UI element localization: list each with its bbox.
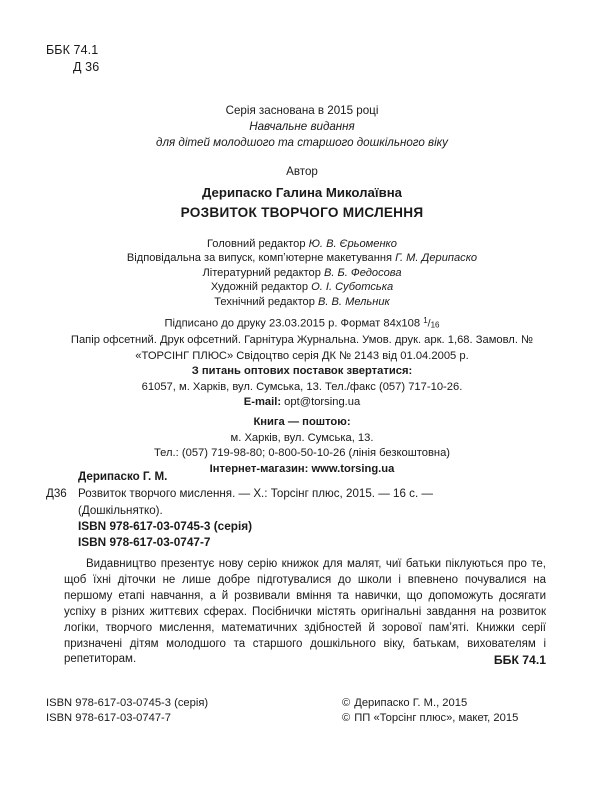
wholesale-heading: З питань оптових поставок звертатися: xyxy=(191,365,413,377)
isbn-list xyxy=(78,519,252,550)
copyright-publisher-line xyxy=(342,711,518,726)
biblio-author: Дерипаско Г. М. xyxy=(78,470,168,483)
staff-technical-editor xyxy=(0,295,604,309)
isbn-book: ISBN 978-617-03-0747-7 xyxy=(78,534,211,549)
staff-responsible xyxy=(0,251,604,265)
staff-chief-editor xyxy=(0,237,604,251)
staff-art-editor xyxy=(0,280,604,294)
biblio-description: Розвиток творчого мислення. — Х.: Торсінг плюс, 2015. — 16 с. — xyxy=(78,487,433,501)
staff-art-editor-name: О. І. Суботська xyxy=(311,281,394,294)
copyright-author-line xyxy=(342,696,518,711)
print-signed-line xyxy=(0,313,604,333)
annotation-text: Видавництво презентує нову серію книжок для малят, чиї батьки піклуються про те, щоб їхні діточки не лише добре підготувалися до школи і впевнено почувалися на першому етапі навчання, а й розвивали вміння та навички, що допоможуть досягати успіху в різних життєвих сферах. Посібнички містять оригінальні завдання на розвиток логіки, творчого мислення, математичних здібностей й зорової памʼяті. Книжки серії призначені дітям молодшого та старшого дошкільного віку, батькам, вихователям і репетиторам. xyxy=(64,558,546,666)
staff-responsible-name: Г. М. Дерипаско xyxy=(395,252,478,265)
staff-chief-editor-name: Ю. В. Єрьоменко xyxy=(308,238,397,250)
bbk-classification-header xyxy=(46,42,99,76)
edition-type-line: Навчальне видання xyxy=(249,119,355,133)
annotation-bbk-code: ББК 74.1 xyxy=(493,653,546,667)
author-sign-code: Д 36 xyxy=(73,60,100,74)
biblio-main-entry xyxy=(46,486,558,502)
series-founded-line: Серія заснована в 2015 році xyxy=(225,104,379,117)
fraction-denominator: 16 xyxy=(430,320,440,330)
book-title: РОЗВИТОК ТВОРЧОГО МИСЛЕННЯ xyxy=(180,205,424,220)
copyright-icon: © xyxy=(342,711,351,724)
print-paper-line: Папір офсетний. Друк офсетний. Гарнітура Журнальна. Умов. друк. арк. 1,68. Замовл. № xyxy=(70,334,534,347)
mail-order-address: м. Харків, вул. Сумська, 13. xyxy=(230,431,374,444)
biblio-shelf-code: Д36 xyxy=(46,487,67,501)
mail-order-phones: Тел.: (057) 719-98-80; 0-800-50-10-26 (лінія безкоштовна) xyxy=(153,447,451,460)
staff-chief-editor-role: Головний редактор xyxy=(207,238,309,250)
series-statement xyxy=(0,103,604,150)
footer-copyright-column xyxy=(342,696,518,725)
printing-details xyxy=(0,313,604,364)
print-signed-text: Підписано до друку 23.03.2015 р. Формат 84х108 xyxy=(164,317,424,330)
copyright-icon: © xyxy=(342,697,351,709)
format-fraction xyxy=(423,313,439,333)
wholesale-address: 61057, м. Харків, вул. Сумська, 13. Тел./факс (057) 717-10-26. xyxy=(141,380,463,393)
copyright-author: Дерипаско Г. М., 2015 xyxy=(354,697,468,709)
author-name: Дерипаско Галина Миколаївна xyxy=(202,185,402,200)
fraction-numerator: 1 xyxy=(423,316,428,325)
wholesale-email-line xyxy=(0,395,604,411)
staff-responsible-role: Відповідальна за випуск, компʼютерне макетування xyxy=(126,252,396,265)
staff-literary-editor xyxy=(0,266,604,280)
staff-literary-editor-role: Літературний редактор xyxy=(202,266,324,279)
editorial-staff-list xyxy=(0,237,604,309)
audience-line: для дітей молодшого та старшого дошкільного віку xyxy=(156,135,448,149)
biblio-series-note: (Дошкільнятко). xyxy=(78,503,163,517)
bibliographic-record xyxy=(46,469,558,519)
bbk-code: ББК 74.1 xyxy=(46,43,99,57)
email-label: E-mail: xyxy=(243,396,282,409)
footer-isbn-series: ISBN 978-617-03-0745-3 (серія) xyxy=(46,697,209,709)
isbn-series: ISBN 978-617-03-0745-3 (серія) xyxy=(78,519,253,533)
author-label: Автор xyxy=(286,165,318,178)
author-block xyxy=(0,163,604,202)
staff-literary-editor-name: В. Б. Федосова xyxy=(323,266,402,279)
email-address[interactable]: opt@torsing.ua xyxy=(281,396,361,409)
footer-isbn-book: ISBN 978-617-03-0747-7 xyxy=(46,711,172,724)
publisher-certificate-line: «ТОРСІНГ ПЛЮС» Свідоцтво серія ДК № 2143 від 01.04.2005 р. xyxy=(135,349,469,362)
copyright-publisher: ПП «Торсінг плюс», макет, 2015 xyxy=(354,711,519,724)
staff-art-editor-role: Художній редактор xyxy=(210,281,312,294)
wholesale-contacts xyxy=(0,364,604,411)
fraction-slash: / xyxy=(427,317,431,330)
mail-order-heading: Книга — поштою: xyxy=(253,416,351,428)
staff-technical-editor-name: В. В. Мельник xyxy=(317,295,390,308)
web-shop-link[interactable]: Інтернет-магазин: www.torsing.ua xyxy=(209,462,395,475)
staff-technical-editor-role: Технічний редактор xyxy=(214,295,318,308)
footer-isbn-column xyxy=(46,696,208,725)
